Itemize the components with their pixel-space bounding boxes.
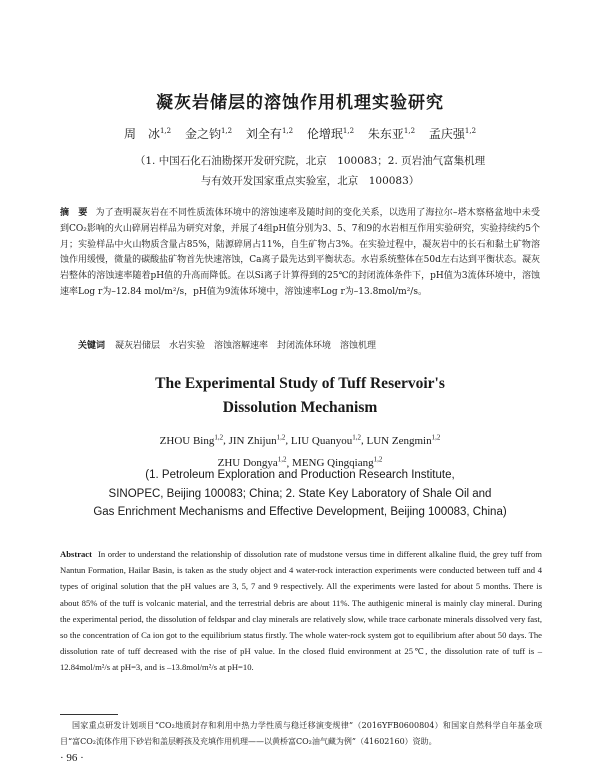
english-affiliation <box>40 466 560 522</box>
chinese-keywords <box>78 338 538 351</box>
author: LUN Zengmin$^{1,2}$ <box>366 433 441 447</box>
author: 伦增珉$^{1,2}$ <box>306 127 355 141</box>
abstract-text: In order to understand the relationship of dissolution rate of mudstone versus time in different alkaline fluid, the grey tuff from Nantun Formation, Hailar Basin, is taken as the study object and 4 water-rock interaction experiments were conducted between tuff and 4 types of original solution that the pH values are 3, 5, 7 and 9 respectively. All the experiments were lasted for about 5 months. There is about 85% of the tuff is volcanic material, and the terrestrial debris are about 11%. The authigenic mineral is mainly clay mineral. During the experimental period, the dissolution of feldspar and clay minerals are relatively slow, while trace carbonate minerals dissolved very fast, so the concentration of Ca ion got to the equilibrium status firstly. The whole water-rock system got to equilibrium after about 50 days. The dissolution rate of tuff decreased with the rise of pH value. In the closed fluid environment at 25℃, the dissolution rate of tuff is –12.84mol/m²/s at pH=3, and is –13.8mol/m²/s at pH=10. <box>60 549 542 673</box>
english-affiliation-line: Gas Enrichment Mechanisms and Effective Development, Beijing 100083, China) <box>93 506 507 518</box>
english-title-line: The Experimental Study of Tuff Reservoir's <box>155 375 445 392</box>
chinese-abstract <box>60 206 540 301</box>
author: 周 冰$^{1,2}$ <box>123 127 172 141</box>
author: MENG Qingqiang$^{1,2}$ <box>292 455 383 470</box>
english-affiliation-line: SINOPEC, Beijing 100083; China; 2. State Key Laboratory of Shale Oil and <box>108 487 492 500</box>
author: 金之钧$^{1,2}$ <box>184 127 233 141</box>
keywords-text: 凝灰岩储层 水岩实验 溶蚀溶解速率 封闭流体环境 溶蚀机理 <box>115 341 377 351</box>
author: LIU Quanyou$^{1,2}$ <box>290 433 361 447</box>
chinese-affiliation-line: （1. 中国石化石油勘探开发研究院，北京 100083；2. 页岩油气富集机理 <box>134 155 486 167</box>
author: 朱东亚$^{1,2}$ <box>367 127 416 141</box>
author: JIN Zhijun$^{1,2}$ <box>228 433 286 447</box>
author: 孟庆强$^{1,2}$ <box>428 127 477 141</box>
author: ZHOU Bing$^{1,2}$ <box>159 433 224 447</box>
page-number: · 96 · <box>60 752 84 764</box>
keywords-label: 关键词 <box>78 341 106 351</box>
english-authors-line: ZHOU Bing$^{1,2}$, JIN Zhijun$^{1,2}$, LIU Quanyou$^{1,2}$, LUN Zengmin$^{1,2}$ <box>159 433 441 447</box>
english-abstract <box>60 546 542 676</box>
english-title-line: Dissolution Mechanism <box>222 399 378 416</box>
abstract-text: 为了查明凝灰岩在不同性质流体环境中的溶蚀速率及随时间的变化关系，以选用了海拉尔–塔木察格盆地中未受到CO₂影响的火山碎屑岩样品为研究对象，并展了4组pH值分别为3、5、7和9的水岩相互作用实验研究，实验持续约5个月；实验样品中火山物质含量占85%，陆源碎屑占11%，自生矿物占3%。在实验过程中，凝灰岩中的长石和黏土矿物溶蚀作用缓慢，微量的碳酸盐矿物首先快速溶蚀，Ca离子最先达到平衡状态。水岩系统整体在50d左右达到平衡状态。凝灰岩整体的溶蚀速率随着pH值的升高而降低。在以Si离子计算得到的25℃的封闭流体条件下，pH值为3流体环境中，溶蚀速率Log r为–12.84 mol/m²/s，pH值为9流体环境中，溶蚀速率Log r为–13.8mol/m²/s。 <box>60 208 540 297</box>
chinese-authors <box>0 125 600 142</box>
english-title <box>0 372 600 420</box>
author: ZHU Dongya$^{1,2}$ <box>217 455 287 470</box>
funding-footnote: 国家重点研发计划项目“CO₂地质封存和利用中热力学性质与稳迁移演变规律”（2016YFB0600804）和国家自然科学自年基金项目“富CO₂流体作用下砂岩和盖层孵孩及充填作用机理——以黄桥富CO₂油气藏为例”（41602160）资助。 <box>60 721 542 746</box>
abstract-label: Abstract <box>60 549 92 559</box>
author: 刘全有$^{1,2}$ <box>245 127 294 141</box>
chinese-affiliation-line: 与有效开发国家重点实验室，北京 100083） <box>200 175 420 187</box>
english-affiliation-line: (1. Petroleum Exploration and Production Research Institute, <box>145 469 455 481</box>
chinese-title: 凝灰岩储层的溶蚀作用机理实验研究 <box>156 93 444 113</box>
footnote-rule <box>60 714 118 715</box>
english-authors-line: ZHU Dongya$^{1,2}$, MENG Qingqiang$^{1,2}$ <box>217 455 383 470</box>
abstract-label: 摘 要 <box>60 208 88 218</box>
